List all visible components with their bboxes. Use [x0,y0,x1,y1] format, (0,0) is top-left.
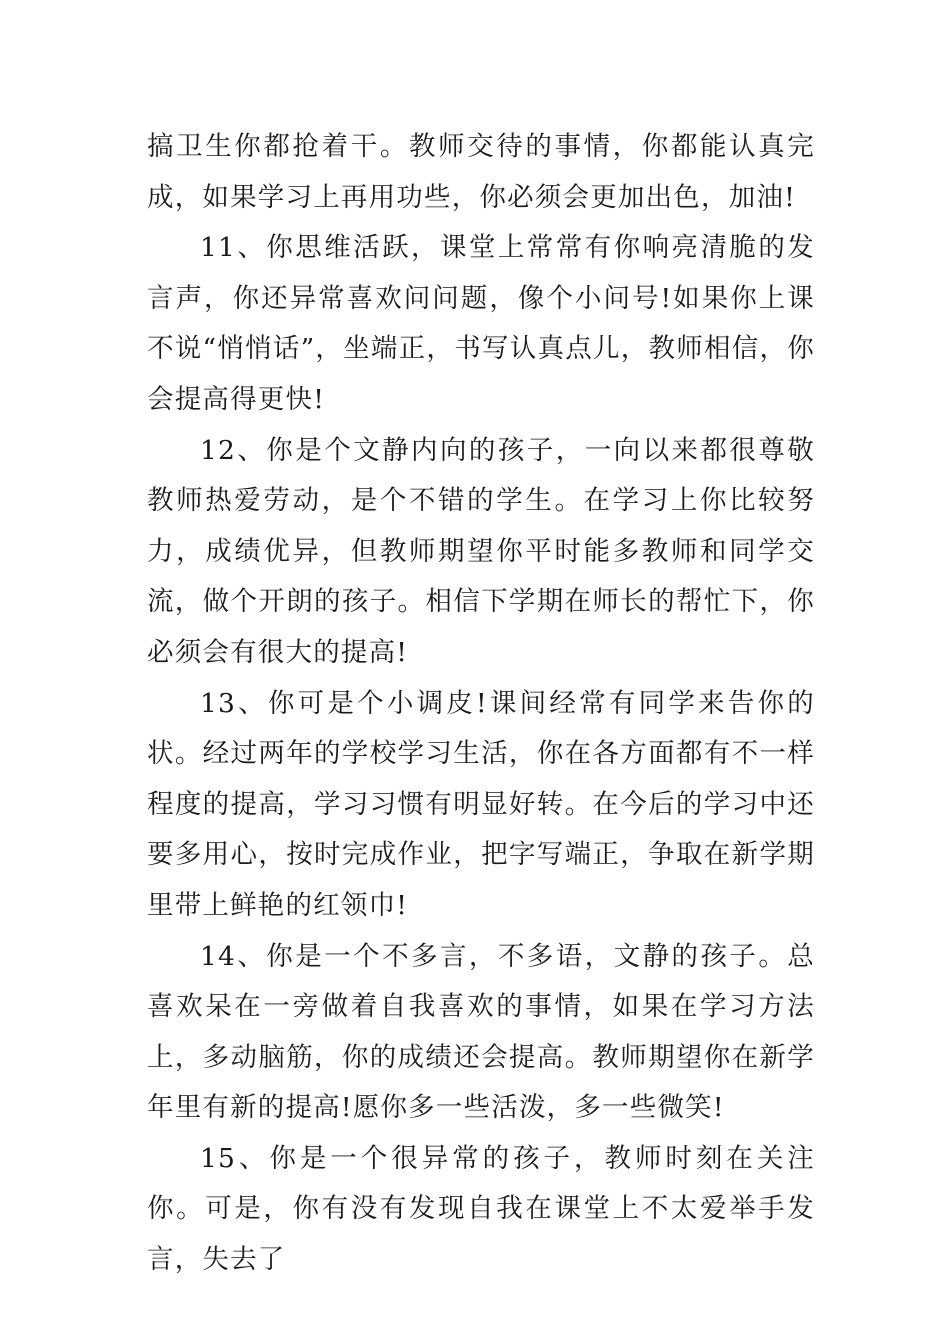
document-body [147,122,815,1286]
paragraph-11: 11、你思维活跃，课堂上常常有你响亮清脆的发言声，你还异常喜欢问问题，像个小问号!如果你上课不说“悄悄话”，坐端正，书写认真点儿，教师相信，你会提高得更快! [147,232,815,415]
paragraph-10-continued: 搞卫生你都抢着干。教师交待的事情，你都能认真完成，如果学习上再用功些，你必须会更加出色，加油! [147,131,815,213]
paragraph-13: 13、你可是个小调皮!课间经常有同学来告你的状。经过两年的学校学习生活，你在各方面都有不一样程度的提高，学习习惯有明显好转。在今后的学习中还要多用心，按时完成作业，把字写端正，争取在新学期里带上鲜艳的红领巾! [147,687,815,921]
paragraph-15: 15、你是一个很异常的孩子，教师时刻在关注你。可是，你有没有发现自我在课堂上不太爱举手发言，失去了 [147,1142,815,1276]
paragraph-14: 14、你是一个不多言，不多语，文静的孩子。总喜欢呆在一旁做着自我喜欢的事情，如果在学习方法上，多动脑筋，你的成绩还会提高。教师期望你在新学年里有新的提高!愿你多一些活泼，多一些微笑! [147,940,815,1124]
paragraph-12: 12、你是个文静内向的孩子，一向以来都很尊敬教师热爱劳动，是个不错的学生。在学习上你比较努力，成绩优异，但教师期望你平时能多教师和同学交流，做个开朗的孩子。相信下学期在师长的帮忙下，你必须会有很大的提高! [147,434,815,668]
